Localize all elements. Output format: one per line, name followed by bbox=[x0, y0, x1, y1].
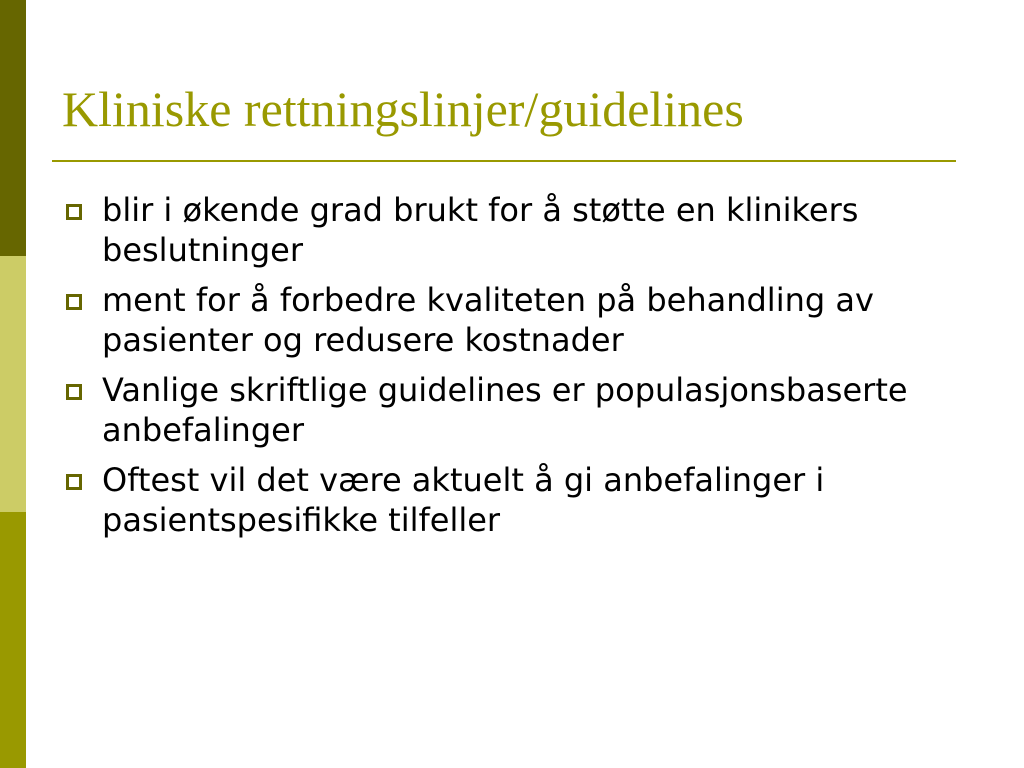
hollow-square-bullet-icon bbox=[66, 204, 82, 220]
side-bar-dark-segment bbox=[0, 0, 26, 256]
bullet-text: Vanlige skriftlige guidelines er populasjonsbaserte anbefalinger bbox=[102, 371, 908, 449]
side-bar-olive-segment bbox=[0, 512, 26, 768]
bullet-text: Oftest vil det være aktuelt å gi anbefalinger i pasientspesifikke tilfeller bbox=[102, 461, 825, 539]
slide-title: Kliniske rettningslinjer/guidelines bbox=[62, 81, 744, 137]
hollow-square-bullet-icon bbox=[66, 474, 82, 490]
bullet-item bbox=[62, 370, 942, 450]
bullet-item bbox=[62, 460, 942, 540]
bullet-item bbox=[62, 190, 942, 270]
title-divider bbox=[52, 160, 956, 162]
bullet-list bbox=[62, 190, 942, 550]
side-bar-light-segment bbox=[0, 256, 26, 512]
bullet-text: blir i økende grad brukt for å støtte en klinikers beslutninger bbox=[102, 191, 859, 269]
hollow-square-bullet-icon bbox=[66, 294, 82, 310]
hollow-square-bullet-icon bbox=[66, 384, 82, 400]
bullet-item bbox=[62, 280, 942, 360]
bullet-text: ment for å forbedre kvaliteten på behandling av pasienter og redusere kostnader bbox=[102, 281, 874, 359]
